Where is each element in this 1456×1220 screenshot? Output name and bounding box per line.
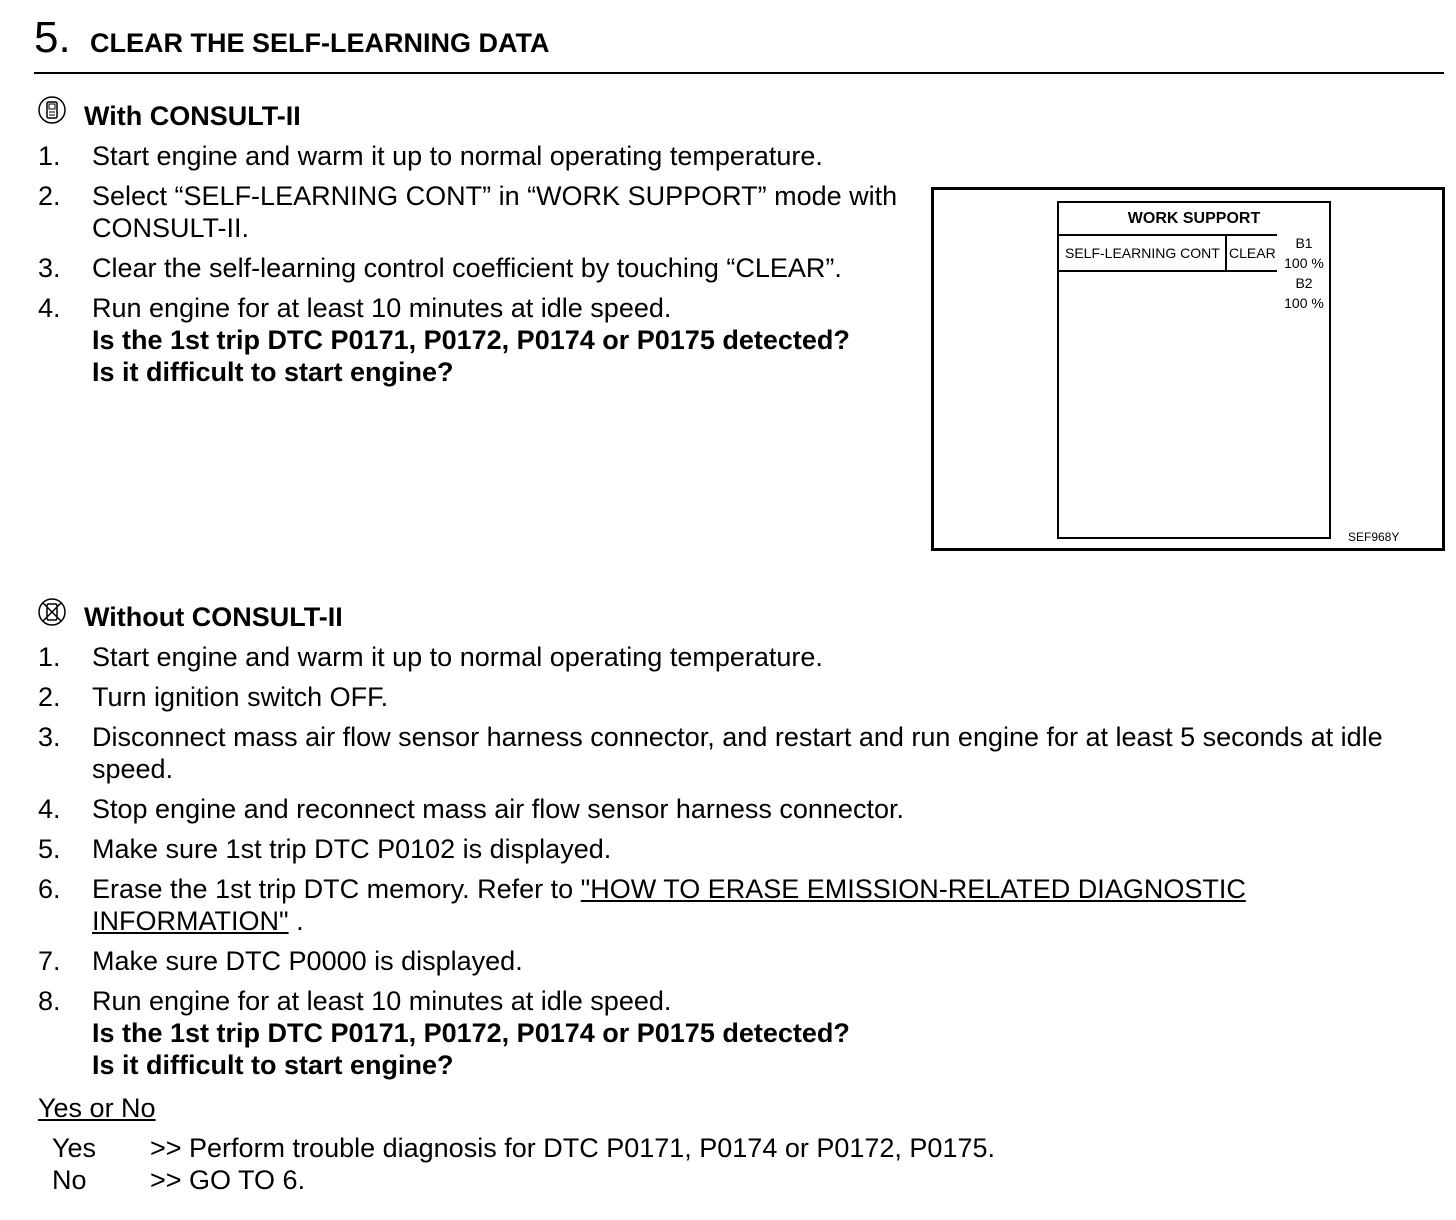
question: Is the 1st trip DTC P0171, P0172, P0174 or P0175 detected?: [92, 1018, 850, 1048]
clear-button[interactable]: CLEAR: [1229, 245, 1276, 261]
list-item: [38, 140, 918, 172]
list-item: [38, 793, 1448, 825]
figure-id: SEF968Y: [1348, 530, 1400, 544]
item-text: Make sure DTC P0000 is displayed.: [92, 946, 523, 976]
erase-dtc-link[interactable]: "HOW TO ERASE EMISSION-RELATED DIAGNOSTIC INFORMATION": [92, 874, 1246, 936]
with-consult-label: With CONSULT-II: [84, 101, 301, 131]
item-number: 4.: [38, 794, 61, 824]
list-item: [38, 641, 1448, 673]
item-number: 1.: [38, 141, 61, 171]
item-text: Disconnect mass air flow sensor harness connector, and restart and run engine for at least 5 seconds at idle speed.: [92, 722, 1383, 784]
list-item: [38, 833, 1448, 865]
item-text: Start engine and warm it up to normal operating temperature.: [92, 141, 823, 171]
item-label: SELF-LEARNING CONT: [1065, 245, 1220, 261]
item-text: Turn ignition switch OFF.: [92, 682, 389, 712]
no-action: >> GO TO 6.: [150, 1165, 306, 1195]
item-text: Run engine for at least 10 minutes at idle speed.: [92, 293, 672, 323]
item-text: Select “SELF-LEARNING CONT” in “WORK SUPPORT” mode with CONSULT-II.: [92, 181, 898, 243]
item-number: 4.: [38, 293, 61, 323]
item-number: 2.: [38, 682, 61, 712]
question: Is the 1st trip DTC P0171, P0172, P0174 or P0175 detected?: [92, 325, 850, 355]
with-consult-steps: [38, 140, 918, 396]
b2-label: B2: [1295, 275, 1313, 291]
list-item: [38, 985, 1448, 1081]
step-number: 5.: [34, 13, 71, 62]
list-item: [38, 681, 1448, 713]
question: Is it difficult to start engine?: [92, 357, 454, 387]
self-learning-row: [1059, 234, 1277, 272]
question: Is it difficult to start engine?: [92, 1050, 454, 1080]
list-item: [38, 721, 1448, 785]
cell-divider: [1225, 236, 1227, 270]
item-number: 1.: [38, 642, 61, 672]
item-text: Run engine for at least 10 minutes at idle speed.: [92, 986, 672, 1016]
work-support-figure: [931, 187, 1445, 551]
item-number: 7.: [38, 946, 61, 976]
list-item: [38, 873, 1328, 937]
without-consult-label: Without CONSULT-II: [84, 602, 343, 632]
item-text: Erase the 1st trip DTC memory. Refer to: [92, 874, 581, 904]
item-text-end: .: [288, 906, 304, 936]
consult-screen: [1057, 201, 1331, 539]
item-text: Clear the self-learning control coefficient by touching “CLEAR”.: [92, 253, 842, 283]
consult-tool-icon: [38, 96, 66, 124]
list-item: [38, 252, 918, 284]
item-text: Make sure 1st trip DTC P0102 is displayed.: [92, 834, 612, 864]
b1-value: 100 %: [1284, 255, 1324, 271]
item-text: Start engine and warm it up to normal operating temperature.: [92, 642, 823, 672]
yes-key: Yes: [52, 1133, 97, 1163]
screen-title: WORK SUPPORT: [1127, 210, 1261, 227]
b2-value: 100 %: [1284, 295, 1324, 311]
heading-rule: [34, 72, 1444, 74]
no-key: No: [52, 1165, 87, 1195]
item-number: 8.: [38, 986, 61, 1016]
without-consult-steps: [38, 641, 1448, 1089]
yes-action: >> Perform trouble diagnosis for DTC P0171, P0174 or P0172, P0175.: [150, 1133, 996, 1163]
no-consult-icon: [38, 598, 66, 626]
item-number: 6.: [38, 874, 61, 904]
list-item: [38, 292, 918, 388]
item-number: 2.: [38, 181, 61, 211]
item-number: 3.: [38, 722, 61, 752]
item-text: Stop engine and reconnect mass air flow sensor harness connector.: [92, 794, 904, 824]
item-number: 5.: [38, 834, 61, 864]
b1-label: B1: [1295, 235, 1313, 251]
list-item: [38, 945, 1448, 977]
item-number: 3.: [38, 253, 61, 283]
yes-or-no-heading: Yes or No: [38, 1093, 156, 1123]
list-item: [38, 180, 918, 244]
step-title: CLEAR THE SELF-LEARNING DATA: [90, 28, 550, 58]
